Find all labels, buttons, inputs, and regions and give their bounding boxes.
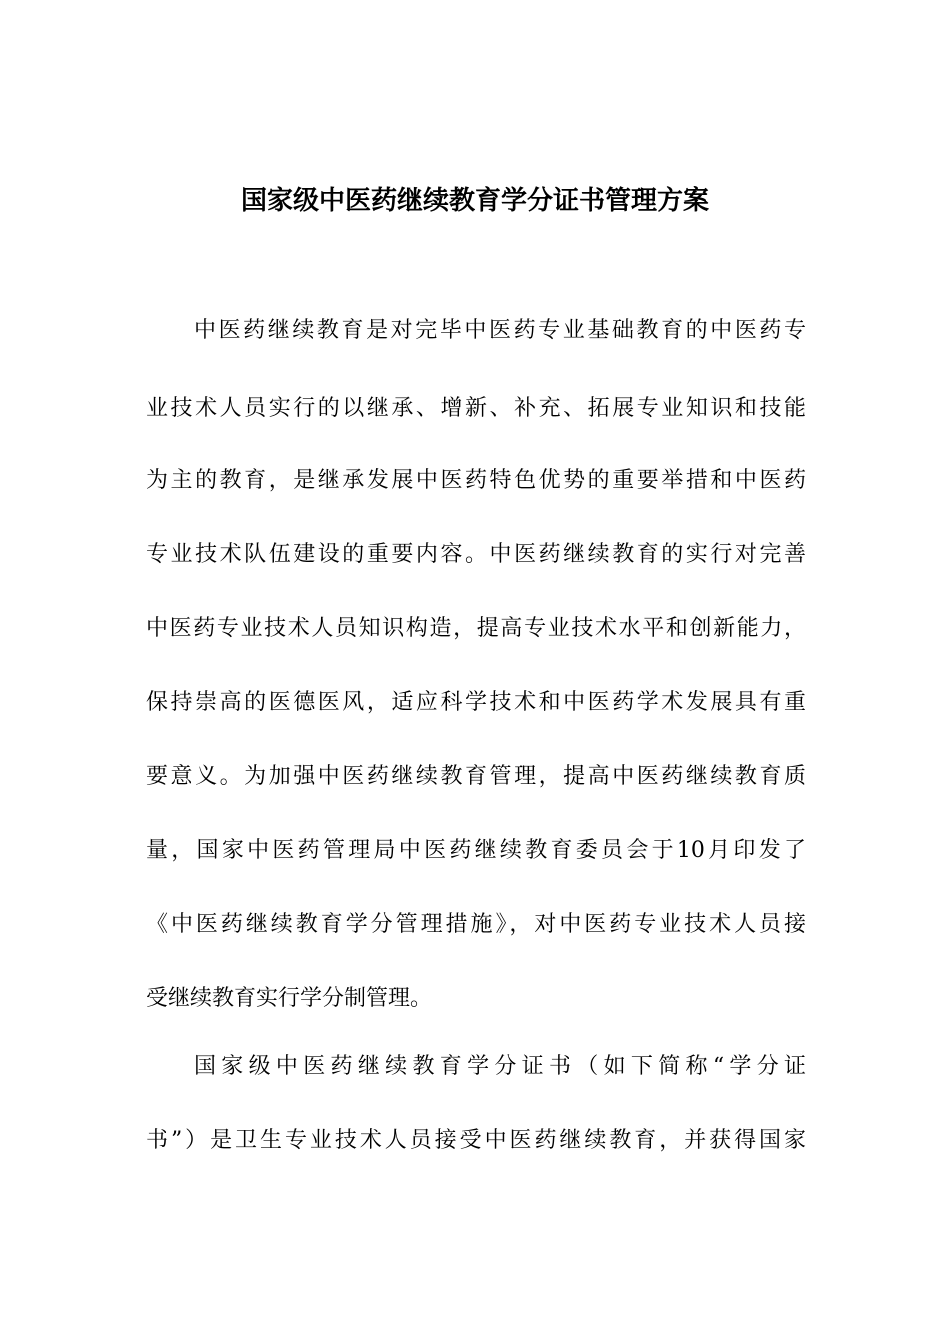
paragraph-line: 受继续教育实行学分制管理。 — [146, 986, 433, 1011]
paragraph-line: 保持崇高的医德医风，适应科学技术和中医药学术发展具有重 — [146, 690, 806, 715]
paragraph-line: 要意义。为加强中医药继续教育管理，提高中医药继续教育质 — [146, 764, 806, 789]
paragraph-line: 业技术人员实行的以继承、增新、补充、拓展专业知识和技能 — [146, 396, 806, 421]
paragraph-line: 中医药专业技术人员知识构造，提高专业技术水平和创新能力， — [146, 616, 806, 641]
paragraph-line: 《中医药继续教育学分管理措施》，对中医药专业技术人员接 — [146, 912, 806, 937]
paragraph-line: 中医药继续教育是对完毕中医药专业基础教育的中医药专 — [194, 318, 806, 343]
paragraph-line: 为主的教育，是继承发展中医药特色优势的重要举措和中医药 — [146, 468, 806, 493]
paragraph-line: 量，国家中医药管理局中医药继续教育委员会于10月印发了 — [146, 838, 806, 863]
paragraph-line: 国家级中医药继续教育学分证书（如下简称“学分证 — [194, 1054, 806, 1079]
paragraph-line: 专业技术队伍建设的重要内容。中医药继续教育的实行对完善 — [146, 542, 806, 567]
document-title: 国家级中医药继续教育学分证书管理方案 — [240, 186, 709, 216]
paragraph-line: 书”）是卫生专业技术人员接受中医药继续教育，并获得国家 — [146, 1128, 806, 1153]
